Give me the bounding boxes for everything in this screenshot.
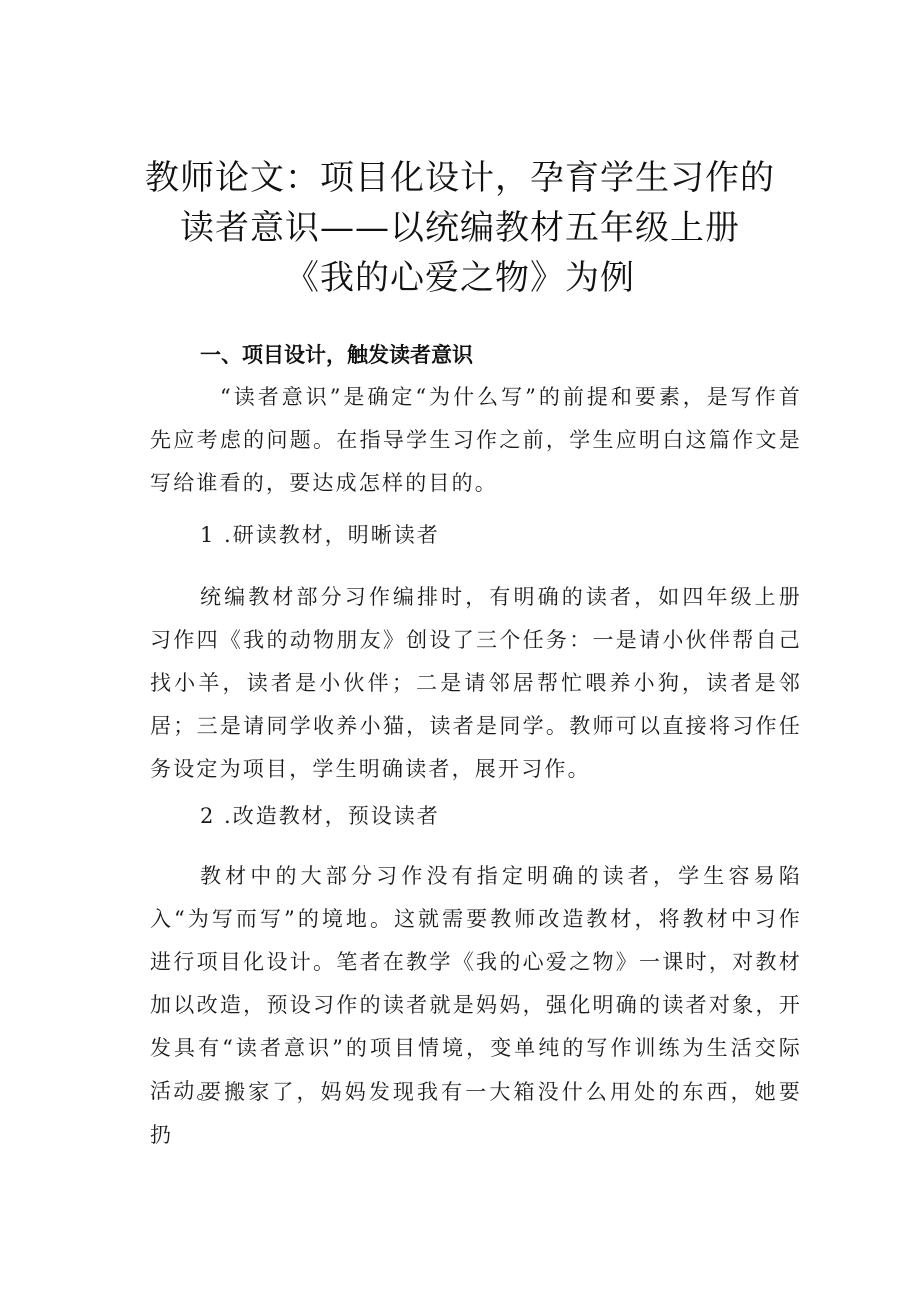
document-title bbox=[120, 153, 800, 303]
paragraph-moving-scenario: 要搬家了，妈妈发现我有一大箱没什么用处的东西，她要扔 bbox=[150, 1080, 802, 1147]
title-line-3: 《我的心爱之物》为例 bbox=[285, 258, 635, 298]
paragraph-textbook-reform: 教材中的大部分习作没有指定明确的读者，学生容易陷入“为写而写”的境地。这就需要教师改造教材，将教材中习作进行项目化设计。笔者在教学《我的心爱之物》一课时，对教材加以改造，预设习作的读者就是妈妈，强化明确的读者对象，开发具有“读者意识”的项目情境，变单纯的写作训练为生活交际活动。 bbox=[150, 864, 802, 1103]
title-line-1: 教师论文：项目化设计，孕育学生习作的 bbox=[145, 158, 775, 198]
subheading-1: 1 .研读教材，明晰读者 bbox=[200, 523, 440, 547]
paragraph-textbook-study: 统编教材部分习作编排时，有明确的读者，如四年级上册习作四《我的动物朋友》创设了三个任务：一是请小伙伴帮自己找小羊，读者是小伙伴；二是请邻居帮忙喂养小狗，读者是邻居；三是请同学收养小猫，读者是同学。教师可以直接将习作任务设定为项目，学生明确读者，展开习作。 bbox=[150, 585, 802, 781]
title-line-2: 读者意识——以统编教材五年级上册 bbox=[180, 208, 740, 248]
subheading-2: 2 .改造教材，预设读者 bbox=[200, 804, 440, 828]
paragraph-reader-awareness: “读者意识”是确定“为什么写”的前提和要素，是写作首先应考虑的问题。在指导学生习作之前，学生应明白这篇作文是写给谁看的，要达成怎样的目的。 bbox=[150, 385, 802, 495]
section-heading-1: 一、项目设计，触发读者意识 bbox=[200, 343, 473, 367]
